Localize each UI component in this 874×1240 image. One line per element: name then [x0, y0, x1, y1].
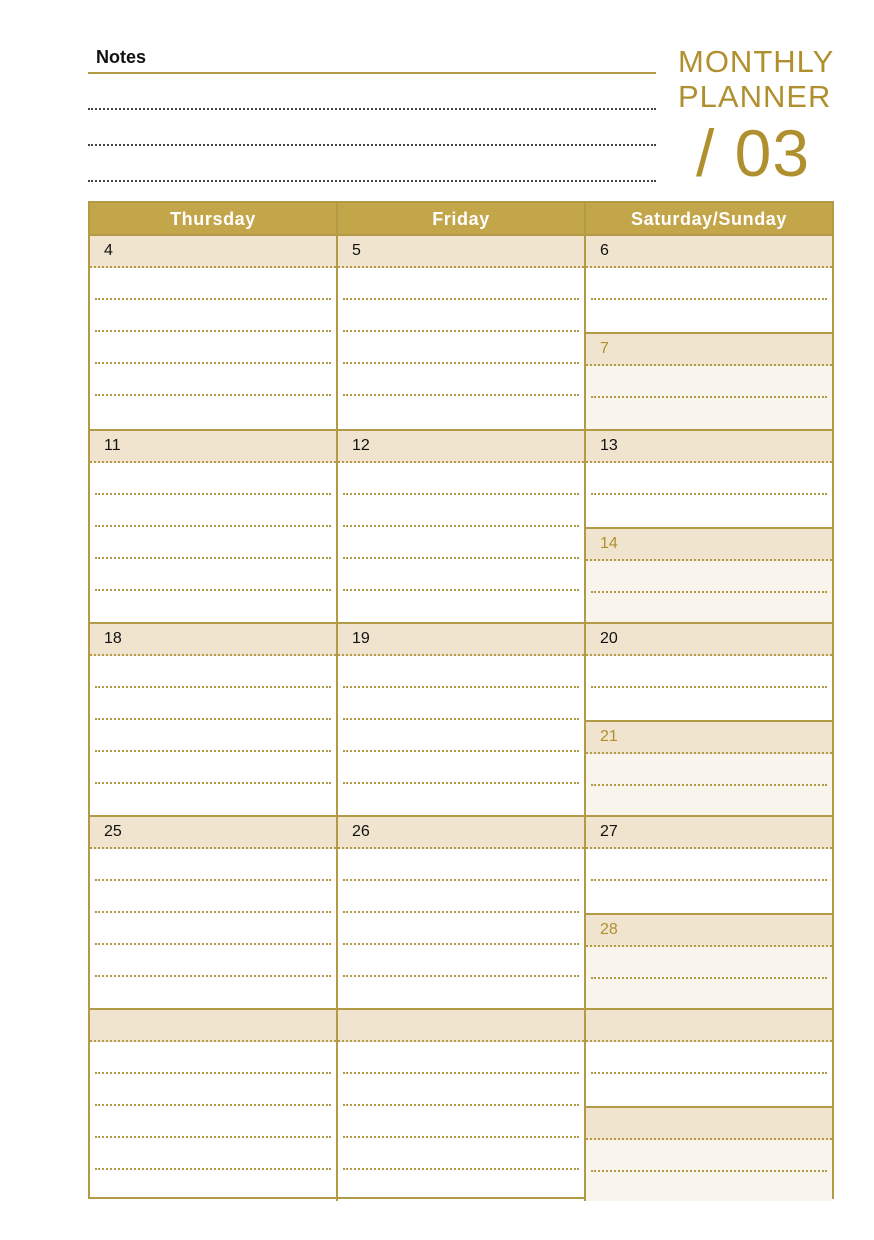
day-cell-sunday[interactable] [586, 332, 832, 429]
writing-line[interactable] [343, 463, 579, 495]
writing-line[interactable] [591, 881, 827, 913]
writing-line[interactable] [591, 947, 827, 979]
notes-section [88, 44, 656, 182]
day-cell-sunday[interactable] [586, 913, 832, 1008]
writing-line[interactable] [95, 784, 331, 815]
day-cell-friday[interactable] [336, 624, 584, 815]
day-number: 4 [90, 236, 336, 268]
writing-line[interactable] [343, 656, 579, 688]
day-cell-thursday[interactable] [90, 1010, 336, 1201]
calendar-grid [88, 201, 834, 1199]
writing-line[interactable] [343, 688, 579, 720]
writing-line[interactable] [343, 591, 579, 622]
writing-line[interactable] [95, 495, 331, 527]
writing-line[interactable] [591, 1172, 827, 1201]
writing-line[interactable] [343, 495, 579, 527]
week-row [90, 815, 832, 1008]
day-number [90, 1010, 336, 1042]
writing-line[interactable] [343, 720, 579, 752]
weekday-header-row [90, 203, 832, 236]
writing-line[interactable] [95, 1042, 331, 1074]
day-number: 14 [586, 529, 832, 561]
day-number: 28 [586, 915, 832, 947]
writing-line[interactable] [343, 849, 579, 881]
writing-line[interactable] [591, 754, 827, 786]
writing-line[interactable] [95, 656, 331, 688]
day-number: 21 [586, 722, 832, 754]
writing-line[interactable] [95, 945, 331, 977]
day-cell-sunday[interactable] [586, 527, 832, 622]
day-number: 12 [338, 431, 584, 463]
weekend-cell [584, 817, 832, 1008]
day-cell-thursday[interactable] [90, 817, 336, 1008]
day-number: 25 [90, 817, 336, 849]
writing-line[interactable] [591, 656, 827, 688]
writing-line[interactable] [591, 300, 827, 332]
weekend-cell [584, 1010, 832, 1201]
month-number: / 03 [696, 116, 811, 190]
writing-line[interactable] [343, 268, 579, 300]
writing-line[interactable] [343, 332, 579, 364]
writing-line[interactable] [343, 1042, 579, 1074]
day-number: 19 [338, 624, 584, 656]
planner-title-line2: PLANNER [678, 79, 832, 114]
writing-line[interactable] [591, 398, 827, 429]
writing-line[interactable] [95, 1074, 331, 1106]
day-number [586, 1010, 832, 1042]
day-cell-thursday[interactable] [90, 431, 336, 622]
day-cell-thursday[interactable] [90, 236, 336, 429]
writing-line[interactable] [95, 752, 331, 784]
day-cell-friday[interactable] [336, 431, 584, 622]
writing-line[interactable] [591, 688, 827, 720]
day-cell-saturday[interactable] [586, 624, 832, 720]
writing-line[interactable] [591, 1042, 827, 1074]
week-row [90, 236, 832, 429]
writing-line[interactable] [591, 495, 827, 527]
writing-line[interactable] [95, 463, 331, 495]
day-cell-saturday[interactable] [586, 817, 832, 913]
day-number: 18 [90, 624, 336, 656]
day-number: 11 [90, 431, 336, 463]
writing-line[interactable] [591, 366, 827, 398]
day-number: 5 [338, 236, 584, 268]
writing-line[interactable] [343, 881, 579, 913]
weekday-header-weekend: Saturday/Sunday [584, 203, 832, 234]
week-row [90, 429, 832, 622]
planner-title [678, 44, 838, 190]
day-cell-saturday[interactable] [586, 1010, 832, 1106]
day-number [586, 1108, 832, 1140]
day-number: 6 [586, 236, 832, 268]
writing-line[interactable] [343, 364, 579, 396]
writing-line[interactable] [95, 977, 331, 1008]
writing-line[interactable] [591, 463, 827, 495]
notes-line[interactable] [88, 74, 656, 110]
day-number: 27 [586, 817, 832, 849]
weekend-cell [584, 236, 832, 429]
day-number: 26 [338, 817, 584, 849]
day-cell-thursday[interactable] [90, 624, 336, 815]
writing-line[interactable] [95, 913, 331, 945]
writing-line[interactable] [95, 720, 331, 752]
day-cell-friday[interactable] [336, 236, 584, 429]
writing-line[interactable] [95, 527, 331, 559]
writing-line[interactable] [343, 913, 579, 945]
writing-line[interactable] [95, 268, 331, 300]
writing-line[interactable] [591, 561, 827, 593]
writing-line[interactable] [343, 945, 579, 977]
notes-line[interactable] [88, 110, 656, 146]
weekday-header-friday: Friday [336, 203, 584, 234]
weekend-cell [584, 624, 832, 815]
writing-line[interactable] [343, 300, 579, 332]
writing-line[interactable] [95, 332, 331, 364]
writing-line[interactable] [343, 559, 579, 591]
planner-title-line1: MONTHLY [678, 44, 835, 79]
writing-line[interactable] [95, 364, 331, 396]
day-cell-sunday[interactable] [586, 1106, 832, 1201]
writing-line[interactable] [95, 559, 331, 591]
writing-line[interactable] [591, 1074, 827, 1106]
writing-line[interactable] [343, 977, 579, 1008]
writing-line[interactable] [95, 881, 331, 913]
writing-line[interactable] [95, 849, 331, 881]
notes-line[interactable] [88, 146, 656, 182]
writing-line[interactable] [95, 591, 331, 622]
day-cell-saturday[interactable] [586, 236, 832, 332]
day-number [338, 1010, 584, 1042]
writing-line[interactable] [343, 1106, 579, 1138]
day-number: 20 [586, 624, 832, 656]
writing-line[interactable] [343, 784, 579, 815]
writing-line[interactable] [591, 786, 827, 815]
writing-line[interactable] [95, 300, 331, 332]
notes-title: Notes [88, 44, 656, 74]
writing-line[interactable] [343, 396, 579, 429]
weekend-cell [584, 431, 832, 622]
writing-line[interactable] [591, 593, 827, 622]
day-number: 13 [586, 431, 832, 463]
writing-line[interactable] [343, 752, 579, 784]
writing-line[interactable] [591, 849, 827, 881]
writing-line[interactable] [591, 979, 827, 1008]
writing-line[interactable] [95, 1106, 331, 1138]
week-row [90, 1008, 832, 1201]
day-number: 7 [586, 334, 832, 366]
writing-line[interactable] [591, 1140, 827, 1172]
writing-line[interactable] [343, 1170, 579, 1201]
writing-line[interactable] [343, 527, 579, 559]
writing-line[interactable] [95, 1170, 331, 1201]
week-row [90, 622, 832, 815]
writing-line[interactable] [591, 268, 827, 300]
writing-line[interactable] [95, 688, 331, 720]
day-cell-sunday[interactable] [586, 720, 832, 815]
day-cell-friday[interactable] [336, 1010, 584, 1201]
weekday-header-thursday: Thursday [170, 209, 256, 229]
writing-line[interactable] [95, 1138, 331, 1170]
writing-line[interactable] [343, 1074, 579, 1106]
writing-line[interactable] [95, 396, 331, 429]
day-cell-saturday[interactable] [586, 431, 832, 527]
day-cell-friday[interactable] [336, 817, 584, 1008]
writing-line[interactable] [343, 1138, 579, 1170]
